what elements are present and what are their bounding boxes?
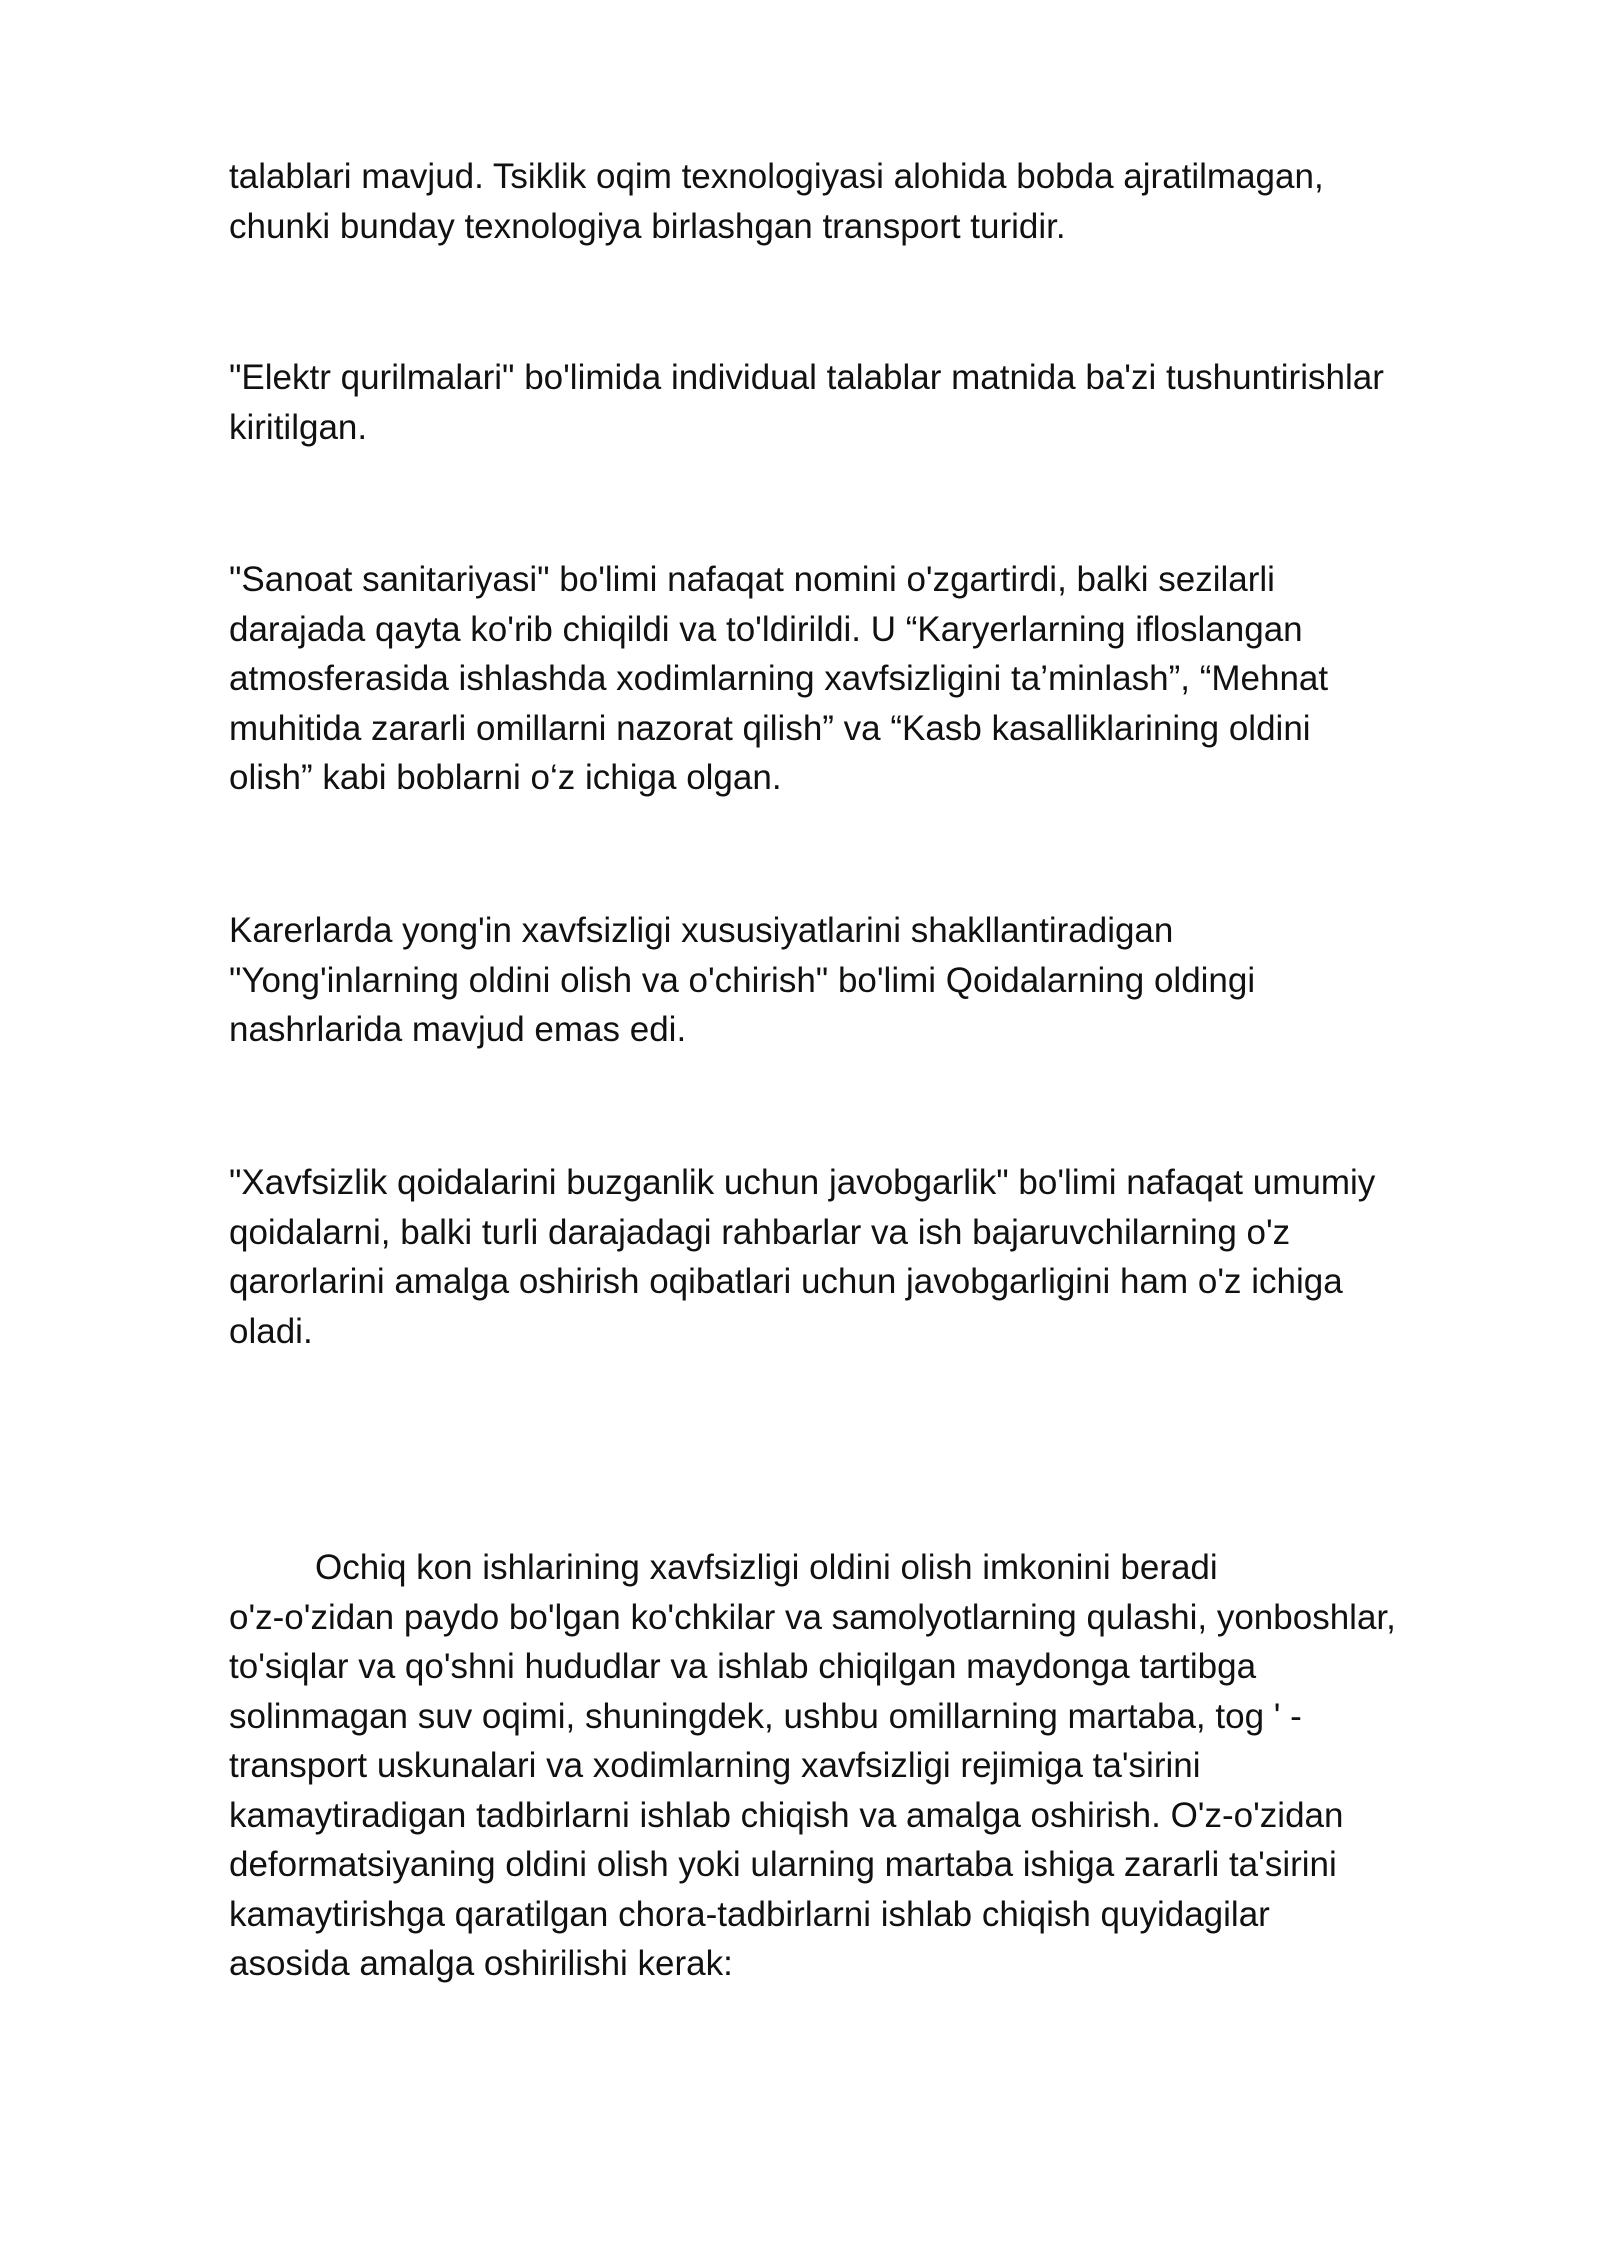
- text-line: kamaytiradigan tadbirlarni ishlab chiqish va amalga oshirish. O'z-o'zidan: [229, 1795, 1344, 1835]
- text-line: asosida amalga oshirilishi kerak:: [229, 1944, 733, 1983]
- text-line: "Elektr qurilmalari" bo'limida individual talablar matnida ba'zi tushuntirishlar: [229, 358, 1384, 397]
- text-line: transport uskunalari va xodimlarning xavfsizligi rejimiga ta'sirini: [229, 1746, 1201, 1785]
- paragraph-industrial-sanitation: [229, 555, 1529, 803]
- text-line: "Yong'inlarning oldini olish va o'chirish" bo'limi Qoidalarning oldingi: [229, 960, 1256, 1000]
- text-line: deformatsiyaning oldini olish yoki ularning martaba ishiga zararli ta'sirini: [229, 1845, 1337, 1884]
- text-line: o'z-o'zidan paydo bo'lgan ko'chkilar va samolyotlarning qulashi, yonboshlar,: [229, 1597, 1396, 1637]
- paragraph-electrical-installations: [229, 353, 1529, 452]
- text-line: qarorlarini amalga oshirish oqibatlari uchun javobgarligini ham o'z ichiga: [229, 1262, 1343, 1301]
- text-line-content: Ochiq kon ishlarining xavfsizligi oldini olish imkonini beradi: [315, 1548, 1218, 1587]
- text-line: atmosferasida ishlashda xodimlarning xavfsizligini ta’minlash”, “Mehnat: [229, 659, 1329, 698]
- paragraph-responsibility: [229, 1158, 1529, 1356]
- text-line: "Sanoat sanitariyasi" bo'limi nafaqat nomini o'zgartirdi, balki sezilarli: [229, 560, 1275, 599]
- text-line: nashrlarida mavjud emas edi.: [229, 1010, 687, 1049]
- text-line: talablari mavjud. Tsiklik oqim texnologiyasi alohida bobda ajratilmagan,: [229, 157, 1324, 196]
- paragraph-fire-safety: [229, 906, 1529, 1055]
- text-line-indented: [229, 1543, 1529, 1593]
- text-line: chunki bunday texnologiya birlashgan transport turidir.: [229, 206, 1066, 246]
- paragraph-cyclic-flow: [229, 152, 1529, 251]
- text-line: "Xavfsizlik qoidalarini buzganlik uchun javobgarlik" bo'limi nafaqat umumiy: [229, 1163, 1376, 1202]
- text-line: darajada qayta ko'rib chiqildi va to'ldirildi. U “Karyerlarning ifloslangan: [229, 609, 1303, 649]
- paragraph-open-pit-safety: [229, 1543, 1529, 1989]
- text-line: Karerlarda yong'in xavfsizligi xususiyatlarini shakllantiradigan: [229, 911, 1174, 950]
- text-line: kiritilgan.: [229, 407, 368, 447]
- text-line: to'siqlar va qo'shni hududlar va ishlab chiqilgan maydonga tartibga: [229, 1647, 1257, 1686]
- text-line: olish” kabi boblarni o‘z ichiga olgan.: [229, 758, 782, 797]
- text-line: kamaytirishga qaratilgan chora-tadbirlarni ishlab chiqish quyidagilar: [229, 1894, 1270, 1934]
- text-line: oladi.: [229, 1311, 313, 1351]
- text-line: qoidalarni, balki turli darajadagi rahbarlar va ish bajaruvchilarning o'z: [229, 1212, 1291, 1252]
- text-line: solinmagan suv oqimi, shuningdek, ushbu omillarning martaba, tog ' -: [229, 1696, 1302, 1736]
- text-line: muhitida zararli omillarni nazorat qilish” va “Kasb kasalliklarining oldini: [229, 708, 1311, 748]
